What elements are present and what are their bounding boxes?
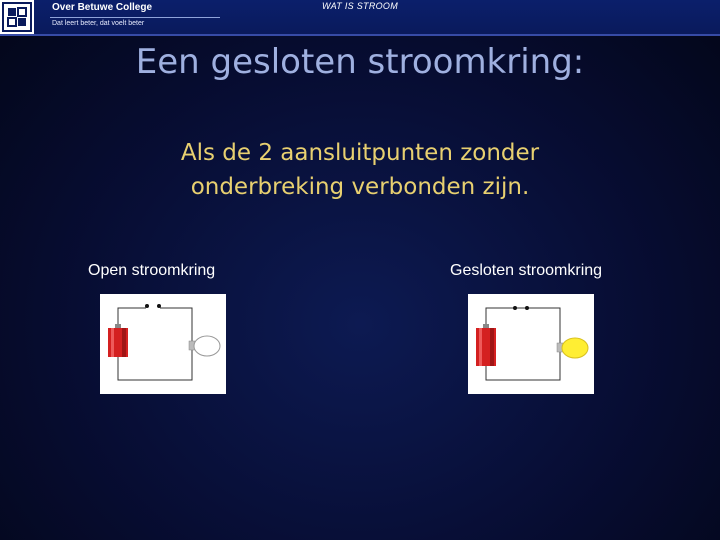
circuit-wires	[486, 308, 560, 380]
header-title: WAT IS STROOM	[321, 1, 399, 11]
open-circuit-diagram	[100, 294, 226, 394]
bulb-icon	[557, 338, 588, 358]
brand-name: Over Betuwe College	[52, 2, 153, 13]
bulb-icon	[189, 336, 220, 356]
subtitle-line-1: Als de 2 aansluitpunten zonder	[180, 140, 540, 166]
circuit-wires	[118, 308, 192, 380]
battery-icon	[476, 324, 496, 366]
header-bar	[0, 0, 720, 36]
subtitle-line-2: onderbreking verbonden zijn.	[190, 174, 530, 200]
slide-subtitle	[0, 136, 720, 204]
slide-title: Een gesloten stroomkring:	[135, 42, 585, 82]
header-divider	[0, 34, 720, 36]
battery-icon	[108, 324, 128, 357]
closed-circuit-diagram	[468, 294, 594, 394]
switch-icon	[145, 304, 161, 308]
closed-circuit-label: Gesloten stroomkring	[450, 262, 603, 279]
open-circuit-label: Open stroomkring	[88, 262, 216, 279]
brand-divider	[50, 17, 220, 18]
brand-tagline: Dat leert beter, dat voelt beter	[52, 20, 145, 27]
